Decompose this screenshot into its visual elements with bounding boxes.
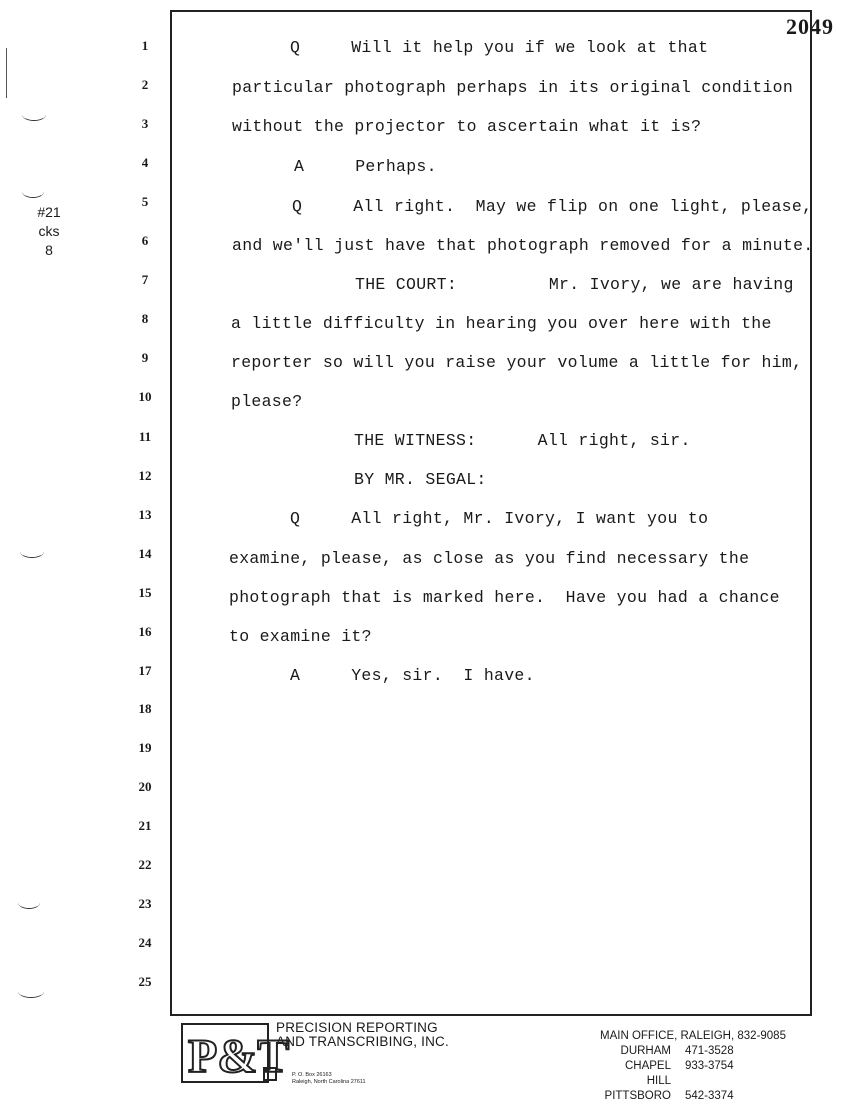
line-number: 20 xyxy=(138,779,152,794)
margin-mark xyxy=(18,985,44,998)
office-row xyxy=(600,1059,786,1089)
line-number: 19 xyxy=(138,740,152,755)
line-number: 23 xyxy=(138,896,152,911)
company-address xyxy=(292,1072,366,1086)
margin-note-line: 8 xyxy=(45,242,53,258)
office-list xyxy=(600,1029,786,1104)
line-number: 1 xyxy=(141,38,149,53)
margin-note xyxy=(24,203,74,260)
transcript-line: reporter so will you raise your volume a little for him, xyxy=(231,353,803,372)
transcript-line: A Perhaps. xyxy=(294,157,437,176)
company-logo xyxy=(180,1020,290,1086)
margin-mark xyxy=(20,545,44,558)
line-number: 8 xyxy=(141,311,149,326)
line-number: 11 xyxy=(138,429,152,444)
margin-note-line: cks xyxy=(38,223,60,239)
transcript-line: A Yes, sir. I have. xyxy=(290,666,535,685)
address-line2: Raleigh, North Carolina 27611 xyxy=(292,1079,366,1085)
transcript-line: Q All right. May we flip on one light, please, xyxy=(292,197,813,216)
office-city: DURHAM xyxy=(620,1045,671,1057)
line-number: 21 xyxy=(138,818,152,833)
line-number: 12 xyxy=(138,468,152,483)
line-number: 6 xyxy=(141,233,149,248)
line-number: 2 xyxy=(141,77,149,92)
page-number: 2049 xyxy=(786,14,834,39)
line-number: 24 xyxy=(138,935,152,950)
line-number: 9 xyxy=(141,350,149,365)
office-phone: 542-3374 xyxy=(685,1090,734,1102)
transcript-line: please? xyxy=(231,392,303,411)
transcript-line: Q All right, Mr. Ivory, I want you to xyxy=(290,509,709,528)
company-line1: PRECISION REPORTING xyxy=(276,1020,438,1035)
transcript-line: and we'll just have that photograph removed for a minute. xyxy=(232,236,814,255)
office-phone: 933-3754 xyxy=(685,1060,734,1072)
transcript-line: examine, please, as close as you find necessary the xyxy=(229,549,750,568)
line-number: 13 xyxy=(138,507,152,522)
transcript-line: Q Will it help you if we look at that xyxy=(290,38,709,57)
transcript-line: photograph that is marked here. Have you had a chance xyxy=(229,588,780,607)
main-office: MAIN OFFICE, RALEIGH, 832-9085 xyxy=(600,1030,786,1042)
transcript-line: a little difficulty in hearing you over here with the xyxy=(231,314,772,333)
line-number: 7 xyxy=(141,272,149,287)
line-number: 16 xyxy=(138,624,152,639)
office-city: PITTSBORO xyxy=(604,1090,671,1102)
company-logo-graphic xyxy=(180,1020,290,1086)
logo-text: P&T xyxy=(188,1030,290,1083)
company-line2: AND TRANSCRIBING, INC. xyxy=(276,1034,449,1049)
line-number: 5 xyxy=(141,194,149,209)
transcript-line: particular photograph perhaps in its original condition xyxy=(232,78,794,97)
transcript-line: without the projector to ascertain what it is? xyxy=(232,117,702,136)
line-number: 14 xyxy=(138,546,152,561)
line-number: 4 xyxy=(141,155,149,170)
transcript-line: BY MR. SEGAL: xyxy=(354,470,487,489)
line-number: 18 xyxy=(138,701,152,716)
transcript-line: THE WITNESS: All right, sir. xyxy=(354,431,691,450)
line-number: 22 xyxy=(138,857,152,872)
office-row xyxy=(600,1044,786,1059)
line-number: 10 xyxy=(138,389,152,404)
margin-note-line: #21 xyxy=(37,204,61,220)
company-name xyxy=(276,1021,449,1049)
margin-mark xyxy=(22,108,46,121)
line-number: 25 xyxy=(138,974,152,989)
address-line1: P. O. Box 26163 xyxy=(292,1072,332,1078)
line-number: 3 xyxy=(141,116,149,131)
transcript-line: THE COURT: Mr. Ivory, we are having xyxy=(355,275,794,294)
margin-rule xyxy=(6,48,7,98)
line-number: 17 xyxy=(138,663,152,678)
transcript-line: to examine it? xyxy=(229,627,372,646)
office-row xyxy=(600,1089,786,1104)
office-city: CHAPEL HILL xyxy=(624,1060,671,1087)
margin-mark xyxy=(18,896,40,909)
office-phone: 471-3528 xyxy=(685,1045,734,1057)
margin-mark xyxy=(22,185,44,198)
line-number: 15 xyxy=(138,585,152,600)
